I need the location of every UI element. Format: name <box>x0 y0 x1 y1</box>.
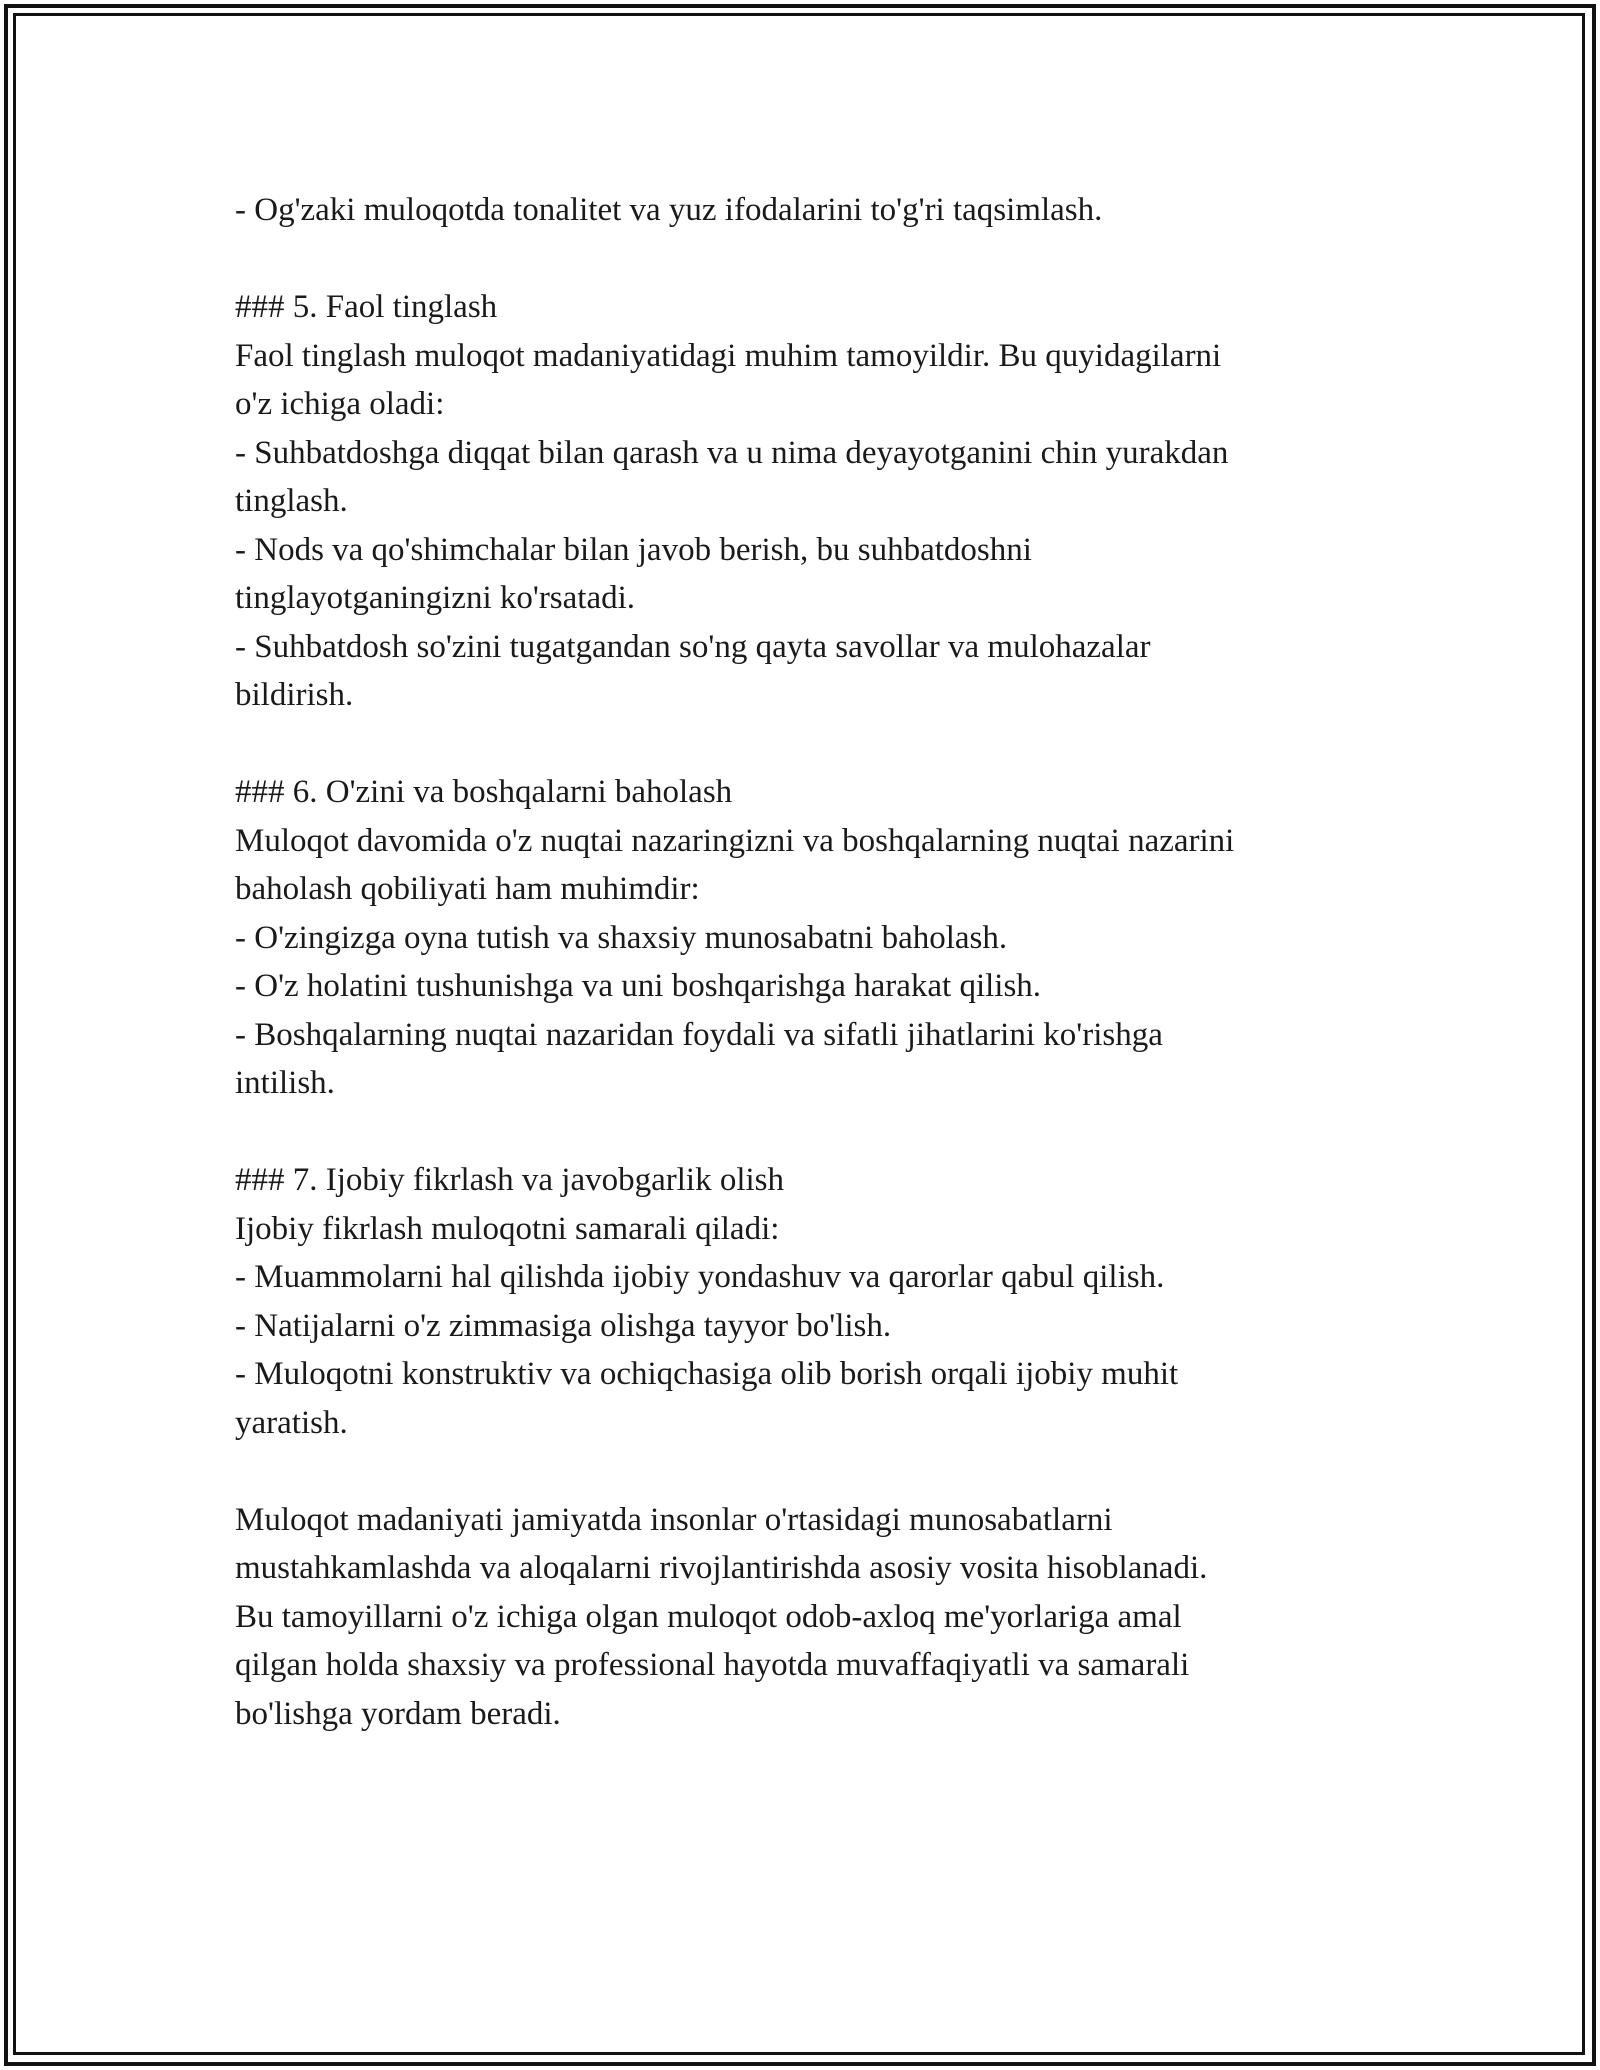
text-line: - Muloqotni konstruktiv va ochiqchasiga olib borish orqali ijobiy muhit <box>235 1356 1179 1392</box>
text-line: - Suhbatdoshga diqqat bilan qarash va u nima deyayotganini chin yurakdan <box>235 434 1229 471</box>
text-line: - Suhbatdosh so'zini tugatgandan so'ng qayta savollar va mulohazalar <box>235 628 1151 665</box>
text-line: Bu tamoyillarni o'z ichiga olgan muloqot odob-axloq me'yorlariga amal <box>235 1598 1182 1635</box>
section-heading: ### 6. O'zini va boshqalarni baholash <box>235 774 733 810</box>
text-line: mustahkamlashda va aloqalarni rivojlantirishda asosiy vosita hisoblanadi. <box>235 1550 1208 1586</box>
text-line: Faol tinglash muloqot madaniyatidagi muhim tamoyildir. Bu quyidagilarni <box>235 337 1222 374</box>
blank-line <box>235 1447 1365 1496</box>
text-line: baholash qobiliyati ham muhimdir: <box>235 871 700 907</box>
text-line: qilgan holda shaxsiy va professional hayotda muvaffaqiyatli va samarali <box>235 1647 1190 1683</box>
text-line: Ijobiy fikrlash muloqotni samarali qiladi: <box>235 1210 780 1247</box>
text-line: Muloqot madaniyati jamiyatda insonlar o'rtasidagi munosabatlarni <box>235 1501 1113 1538</box>
text-line: bo'lishga yordam beradi. <box>235 1695 561 1732</box>
text-line: - O'z holatini tushunishga va uni boshqarishga harakat qilish. <box>235 968 1042 1004</box>
text-line: - Muammolarni hal qilishda ijobiy yondashuv va qarorlar qabul qilish. <box>235 1259 1165 1295</box>
text-line: - Natijalarni o'z zimmasiga olishga tayyor bo'lish. <box>235 1307 892 1344</box>
text-line: o'z ichiga oladi: <box>235 386 445 422</box>
blank-line <box>235 235 1365 284</box>
text-line: bildirish. <box>235 677 354 713</box>
text-line: yaratish. <box>235 1404 348 1441</box>
text-line: - O'zingizga oyna tutish va shaxsiy munosabatni baholash. <box>235 919 1008 956</box>
text-line: intilish. <box>235 1065 335 1101</box>
section-heading: ### 5. Faol tinglash <box>235 289 498 325</box>
blank-line <box>235 720 1365 769</box>
text-line: tinglash. <box>235 483 348 519</box>
document-body <box>235 186 1365 1738</box>
text-line: tinglayotganingizni ko'rsatadi. <box>235 580 636 616</box>
text-line: Muloqot davomida o'z nuqtai nazaringizni va boshqalarning nuqtai nazarini <box>235 822 1235 859</box>
text-line: - Nods va qo'shimchalar bilan javob berish, bu suhbatdoshni <box>235 531 1032 568</box>
text-line: - Og'zaki muloqotda tonalitet va yuz ifodalarini to'g'ri taqsimlash. <box>235 192 1103 228</box>
section-heading: ### 7. Ijobiy fikrlash va javobgarlik olish <box>235 1162 784 1198</box>
blank-line <box>235 1108 1365 1157</box>
text-line: - Boshqalarning nuqtai nazaridan foydali va sifatli jihatlarini ko'rishga <box>235 1016 1163 1053</box>
